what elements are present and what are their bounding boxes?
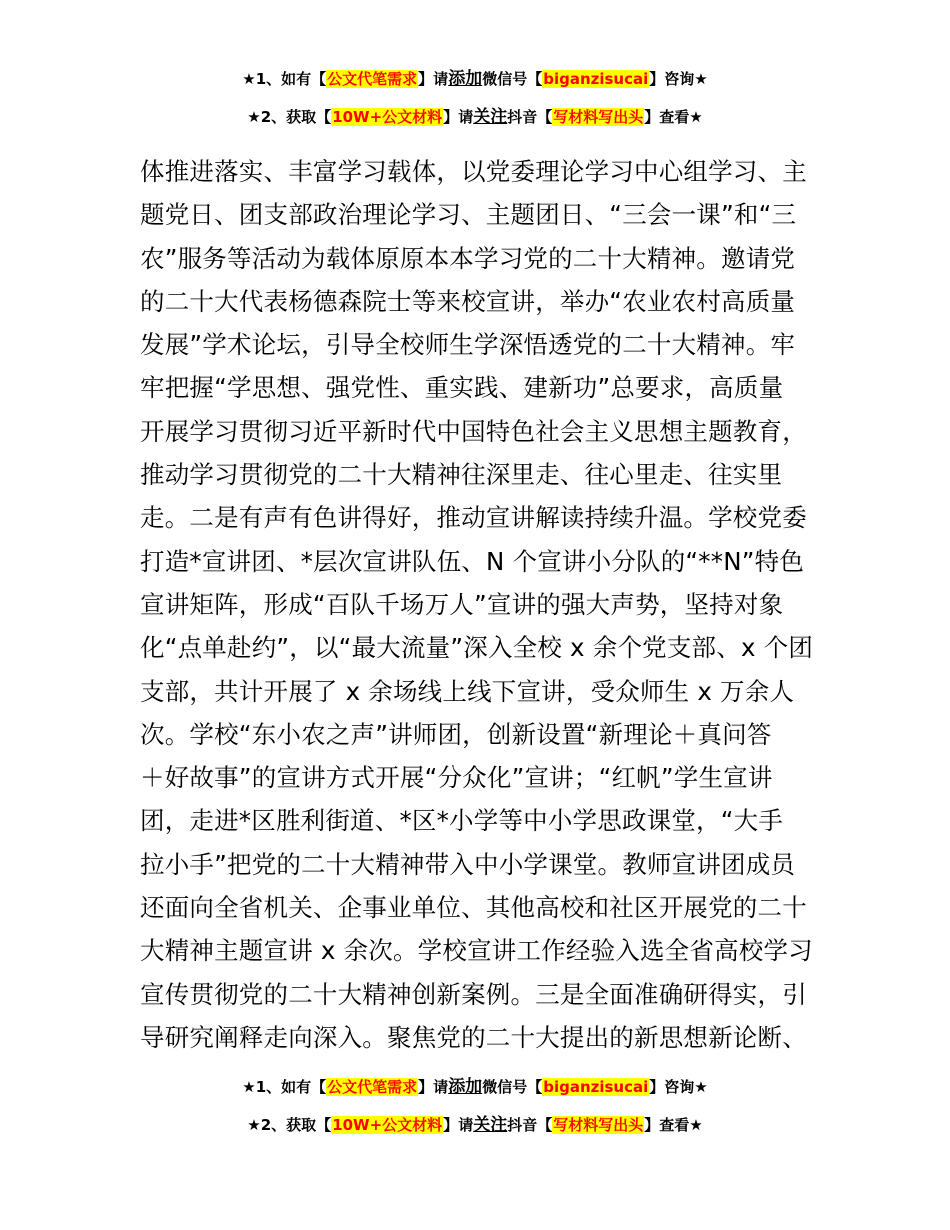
banner-text: ★2、获取【 (247, 108, 332, 126)
banner-text: ★1、如有【 (242, 1078, 327, 1096)
banner-text: 】咨询★ (649, 70, 708, 88)
body-line: 导研究阐释走向深入。聚焦党的二十大提出的新思想新论断、 (140, 1022, 807, 1052)
body-line: ＋好故事”的宣讲方式开展“分众化”宣讲；“红帆”学生宣讲 (140, 763, 773, 793)
body-line: 推动学习贯彻党的二十大精神往深里走、往心里走、往实里 (140, 460, 783, 490)
body-line: 发展”学术论坛，引导全校师生学深悟透党的二十大精神。牢 (140, 330, 796, 360)
body-line: 团，走进*区胜利街道、*区*小学等中小学思政课堂，“大手 (140, 806, 784, 836)
body-line: 体推进落实、丰富学习载体，以党委理论学习中心组学习、主 (140, 157, 807, 186)
body-line: 支部，共计开展了 x 余场线上线下宣讲，受众师生 x 万余人 (140, 676, 795, 706)
body-line: 大精神主题宣讲 x 余次。学校宣讲工作经验入选全省高校学习 (140, 936, 813, 966)
body-line: 牢把握“学思想、强党性、重实践、建新功”总要求，高质量 (140, 373, 784, 403)
body-paragraph (140, 150, 820, 1059)
body-line: 走。二是有声有色讲得好，推动宣讲解读持续升温。学校党委 (140, 503, 807, 533)
banner-text: 】请 (443, 1116, 474, 1134)
body-line: 题党日、团支部政治理论学习、主题团日、“三会一课”和“三 (140, 200, 797, 230)
banner-highlight: 公文代笔需求 (327, 1078, 418, 1096)
banner-highlight: 10W+公文材料 (332, 1116, 443, 1134)
banner-text: 】咨询★ (649, 1078, 708, 1096)
banner-text: 】查看★ (644, 108, 703, 126)
header-banner-line-2 (0, 106, 950, 128)
banner-text: ★1、如有【 (242, 70, 327, 88)
banner-text: ★2、获取【 (247, 1116, 332, 1134)
banner-text: 】查看★ (644, 1116, 703, 1134)
banner-highlight: 写材料写出头 (553, 1116, 644, 1134)
body-line: 宣传贯彻党的二十大精神创新案例。三是全面准确研得实，引 (140, 979, 807, 1009)
body-line: 宣讲矩阵，形成“百队千场万人”宣讲的强大声势，坚持对象 (140, 589, 784, 619)
banner-text: 】请 (418, 70, 449, 88)
body-line: 次。学校“东小农之声”讲师团，创新设置“新理论＋真问答 (140, 719, 772, 749)
body-line: 开展学习贯彻习近平新时代中国特色社会主义思想主题教育， (140, 416, 807, 446)
body-line: 农”服务等活动为载体原原本本学习党的二十大精神。邀请党 (140, 243, 796, 273)
banner-underline: 添加 (448, 69, 483, 89)
banner-text: 微信号【 (482, 1078, 543, 1096)
banner-text: 微信号【 (482, 70, 543, 88)
body-line: 打造*宣讲团、*层次宣讲队伍、N 个宣讲小分队的“**N”特色 (140, 546, 805, 576)
banner-highlight: biganzisucai (543, 1078, 649, 1096)
header-banner-line-1 (0, 68, 950, 90)
banner-underline: 关注 (473, 1115, 508, 1135)
banner-highlight: biganzisucai (543, 70, 649, 88)
banner-text: 抖音【 (507, 108, 553, 126)
banner-underline: 添加 (448, 1077, 483, 1097)
body-line: 还面向全省机关、企事业单位、其他高校和社区开展党的二十 (140, 893, 807, 923)
banner-highlight: 写材料写出头 (553, 108, 644, 126)
footer-banner-line-1 (0, 1076, 950, 1098)
body-line: 拉小手”把党的二十大精神带入中小学课堂。教师宣讲团成员 (140, 849, 796, 879)
banner-underline: 关注 (473, 107, 508, 127)
body-line: 化“点单赴约”，以“最大流量”深入全校 x 余个党支部、x 个团 (140, 633, 814, 663)
banner-text: 】请 (443, 108, 474, 126)
banner-text: 】请 (418, 1078, 449, 1096)
banner-highlight: 10W+公文材料 (332, 108, 443, 126)
body-line: 的二十大代表杨德森院士等来校宣讲，举办“农业农村高质量 (140, 286, 796, 316)
banner-highlight: 公文代笔需求 (327, 70, 418, 88)
footer-banner-line-2 (0, 1114, 950, 1136)
banner-text: 抖音【 (507, 1116, 553, 1134)
